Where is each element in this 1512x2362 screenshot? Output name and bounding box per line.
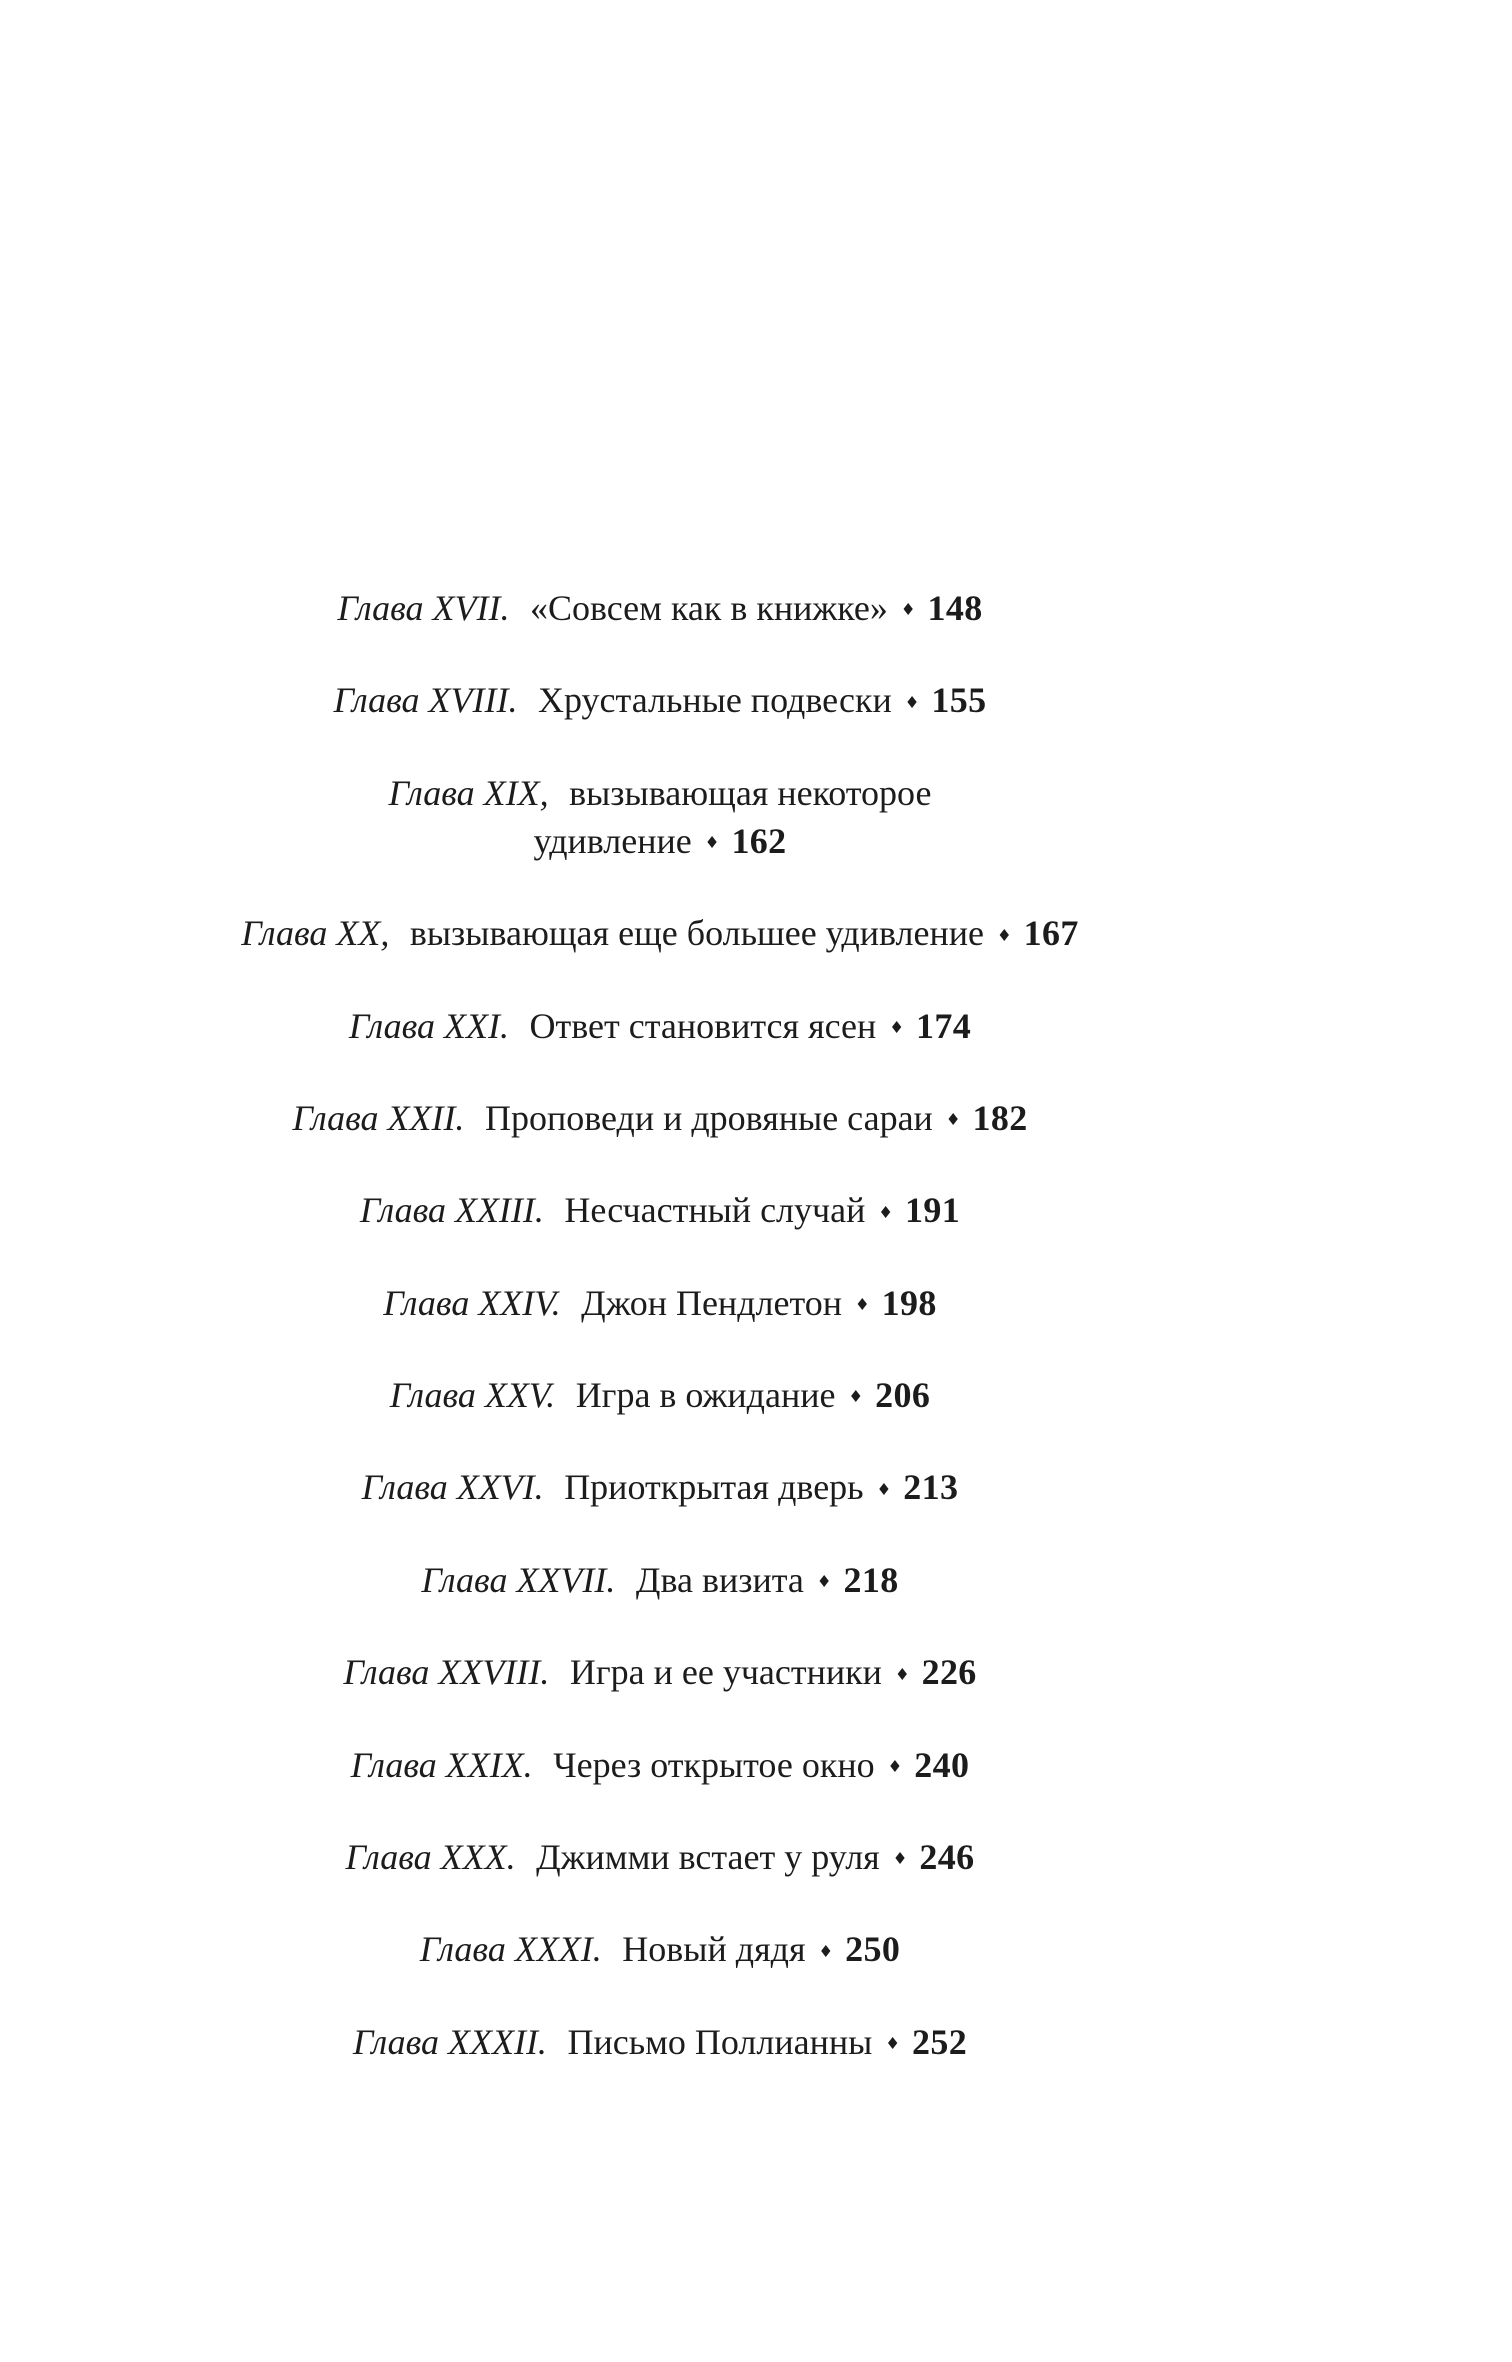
- chapter-title: Игра и ее участники: [569, 1652, 882, 1693]
- diamond-bullet-icon: ♦: [904, 692, 920, 712]
- page-number: 155: [931, 680, 987, 721]
- diamond-bullet-icon: ♦: [878, 1202, 894, 1222]
- page-number: 191: [905, 1190, 961, 1231]
- toc-entry-ch24: [140, 1279, 1180, 1329]
- chapter-label: Глава XXV.: [389, 1375, 556, 1415]
- page-number: 250: [845, 1929, 901, 1970]
- toc-entry-ch18: [140, 676, 1180, 726]
- page-number: 213: [903, 1467, 959, 1508]
- page-number: 206: [875, 1375, 931, 1415]
- chapter-title-line1: вызывающая некоторое: [569, 772, 932, 813]
- chapter-label: Глава XXXII.: [352, 2021, 547, 2062]
- diamond-bullet-icon: ♦: [816, 1572, 832, 1592]
- diamond-bullet-icon: ♦: [996, 925, 1012, 945]
- chapter-label: Глава XXIV.: [383, 1282, 561, 1323]
- chapter-title: вызывающая еще большее удивление: [409, 913, 984, 954]
- chapter-label: Глава XXIX.: [350, 1744, 533, 1785]
- chapter-title: Письмо Поллианны: [567, 2021, 873, 2062]
- toc-entry-ch32: [140, 2018, 1180, 2068]
- page-number: 218: [843, 1559, 899, 1600]
- diamond-bullet-icon: ♦: [900, 600, 916, 620]
- diamond-bullet-icon: ♦: [887, 1756, 903, 1776]
- toc-entry-ch30: [140, 1833, 1180, 1883]
- chapter-label: Глава XXVIII.: [343, 1652, 550, 1693]
- page-number: 252: [911, 2021, 968, 2062]
- chapter-label: Глава XXXI.: [419, 1929, 602, 1970]
- chapter-label: Глава XXVII.: [421, 1559, 616, 1600]
- diamond-bullet-icon: ♦: [945, 1110, 961, 1130]
- chapter-title: Новый дядя: [622, 1929, 806, 1970]
- page-number: 167: [1023, 913, 1079, 954]
- chapter-label: Глава XIX,: [388, 772, 549, 813]
- chapter-title: Хрустальные подвески: [538, 680, 892, 721]
- chapter-title: «Совсем как в книжке»: [529, 588, 888, 628]
- toc-entry-ch20: [140, 909, 1180, 959]
- toc-entry-ch22: [140, 1094, 1180, 1144]
- toc-entry-ch26: [140, 1463, 1180, 1513]
- toc-entry-ch17: [140, 584, 1180, 634]
- page-number: 240: [914, 1744, 970, 1785]
- page-number: 174: [915, 1005, 972, 1046]
- toc-entry-ch25: [140, 1371, 1180, 1421]
- diamond-bullet-icon: ♦: [854, 1295, 870, 1314]
- chapter-title: Два визита: [635, 1559, 804, 1600]
- chapter-label: Глава XXVI.: [361, 1467, 544, 1508]
- diamond-bullet-icon: ♦: [876, 1479, 892, 1499]
- diamond-bullet-icon: ♦: [889, 1017, 905, 1037]
- chapter-title: Игра в ожидание: [575, 1375, 836, 1415]
- diamond-bullet-icon: ♦: [892, 1849, 908, 1869]
- toc-entry-ch31: [140, 1925, 1180, 1975]
- chapter-label: Глава XXIII.: [359, 1190, 544, 1231]
- page-number: 198: [881, 1282, 937, 1323]
- chapter-label: Глава XXII.: [292, 1097, 465, 1138]
- diamond-bullet-icon: ♦: [885, 2034, 901, 2053]
- chapter-title-line2: удивление: [533, 820, 692, 861]
- chapter-label: Глава XVIII.: [333, 680, 518, 721]
- chapter-label: Глава XXX.: [345, 1836, 516, 1877]
- toc-entry-ch23: [140, 1186, 1180, 1236]
- page-number: 226: [921, 1652, 977, 1693]
- toc-entry-ch19: [140, 769, 1180, 867]
- page-number: 162: [731, 820, 787, 861]
- chapter-title: Приоткрытая дверь: [564, 1467, 864, 1508]
- chapter-label: Глава XX,: [241, 913, 390, 954]
- diamond-bullet-icon: ♦: [818, 1941, 834, 1961]
- chapter-title: Через открытое окно: [553, 1744, 875, 1785]
- table-of-contents: [140, 0, 1180, 2068]
- chapter-title: Несчастный случай: [564, 1190, 866, 1231]
- toc-entry-ch29: [140, 1741, 1180, 1791]
- diamond-bullet-icon: ♦: [704, 833, 720, 853]
- diamond-bullet-icon: ♦: [894, 1664, 910, 1684]
- chapter-title: Джимми встает у руля: [536, 1836, 880, 1877]
- toc-entry-ch21: [140, 1002, 1180, 1052]
- diamond-bullet-icon: ♦: [848, 1387, 864, 1407]
- chapter-title: Ответ становится ясен: [529, 1005, 877, 1046]
- chapter-title: Проповеди и дровяные сараи: [484, 1097, 933, 1138]
- page-number: 246: [919, 1836, 975, 1877]
- page-number: 182: [972, 1097, 1028, 1138]
- chapter-label: Глава XXI.: [348, 1005, 509, 1046]
- chapter-label: Глава XVII.: [337, 588, 510, 628]
- toc-entry-ch27: [140, 1556, 1180, 1606]
- toc-entry-ch28: [140, 1648, 1180, 1698]
- page-number: 148: [927, 588, 983, 628]
- chapter-title: Джон Пендлетон: [581, 1282, 842, 1323]
